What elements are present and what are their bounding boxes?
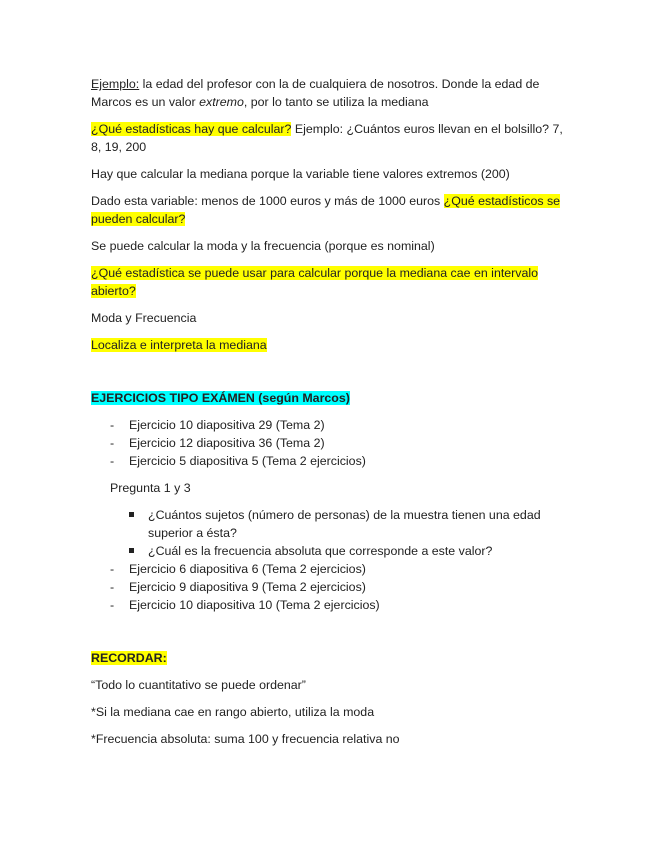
- example-text-a: la edad del profesor con la de cualquiera de nosotros. Donde la edad de Marcos es un valor: [91, 77, 540, 109]
- recordar-heading-text: RECORDAR:: [91, 651, 167, 665]
- square-bullet-icon: [129, 512, 134, 517]
- paragraph-locate-median: [91, 336, 571, 354]
- highlight-question: ¿Qué estadísticas hay que calcular?: [91, 122, 292, 136]
- highlight-locate-median: Localiza e interpreta la mediana: [91, 338, 267, 352]
- reminder-median-mode: *Si la mediana cae en rango abierto, utiliza la moda: [91, 705, 375, 719]
- example-text-b: , por lo tanto se utiliza la mediana: [243, 95, 429, 109]
- example-italic: extremo: [199, 95, 244, 109]
- document-page: Ejemplo: la edad del profesor con la de cualquiera de nosotros. Donde la edad de Marcos es un valor extremo, por lo tanto se utiliza la mediana ¿Qué estadísticas hay que calcular? Ejemplo: ¿Cuántos euros llevan en el bolsillo? 7, 8, 19, 200 Hay que calcular la mediana porque la variable tiene valores extremos (200) Dado esta variable: menos de 1000 euros y más de 1000 euros ¿Qué estadísticos se pueden calcular? Se puede calcular la moda y la frecuencia (porque es nominal) ¿Qué estadística se puede usar para calcular porque la mediana cae en intervalo abierto? Moda y Frecuencia Localiza e interpreta la mediana EJERCICIOS TIPO EXÁMEN (según Marcos) - Ejercicio 10 diapositiva 29 (Tema 2) - Ejercicio 12 diapositiva 36 (Tema 2) - Ejercicio 5 diapositiva 5 (Tema 2 ejercicios) Pregunta 1 y 3 ¿Cuántos sujetos (número de personas) de la muestra tienen una edad superior a ésta? ¿Cuál es la frecuencia absoluta que corresponde a este valor? - Ejercicio 6 diapositiva 6 (Tema 2 ejercicios) - Ejercicio 9 diapositiva 9 (Tema 2 ejercicios) - Ejercicio 10 diapositiva 10 (Tema 2 ejercicios) RECORDAR: “Todo lo cuantitativo se puede ordenar” *Si la mediana cae en rango abierto, utiliza la moda *Frecuencia absoluta: suma 100 y frecuencia relativa no: [0, 0, 655, 848]
- reminder-frequency: *Frecuencia absoluta: suma 100 y frecuencia relativa no: [91, 732, 400, 746]
- exercises-heading: [91, 389, 571, 407]
- paragraph-open-interval-question: [91, 264, 571, 300]
- paragraph-example-age: [91, 75, 571, 111]
- square-bullet-icon: [129, 548, 134, 553]
- variable-text: Dado esta variable: menos de 1000 euros y más de 1000 euros: [91, 194, 444, 208]
- paragraph-variable: [91, 192, 571, 228]
- highlight-open-interval: ¿Qué estadística se puede usar para calcular porque la mediana cae en intervalo abierto?: [91, 266, 539, 298]
- recordar-heading: [91, 649, 571, 667]
- paragraph-median-reason: Hay que calcular la mediana porque la variable tiene valores extremos (200): [91, 167, 510, 181]
- paragraph-mode-frequency: Se puede calcular la moda y la frecuencia (porque es nominal): [91, 239, 435, 253]
- paragraph-answer-mode: Moda y Frecuencia: [91, 311, 197, 325]
- example-label: Ejemplo:: [91, 77, 140, 91]
- highlight-statistics-question: ¿Qué estadísticos se pueden calcular?: [91, 194, 561, 226]
- pregunta-label: Pregunta 1 y 3: [110, 481, 191, 495]
- euros-example: Ejemplo: ¿Cuántos euros llevan en el bolsillo? 7, 8, 19, 200: [91, 122, 563, 154]
- paragraph-question-statistics: [91, 120, 571, 156]
- reminder-quote: “Todo lo cuantitativo se puede ordenar”: [91, 678, 306, 692]
- exercises-heading-text: EJERCICIOS TIPO EXÁMEN (según Marcos): [91, 391, 350, 405]
